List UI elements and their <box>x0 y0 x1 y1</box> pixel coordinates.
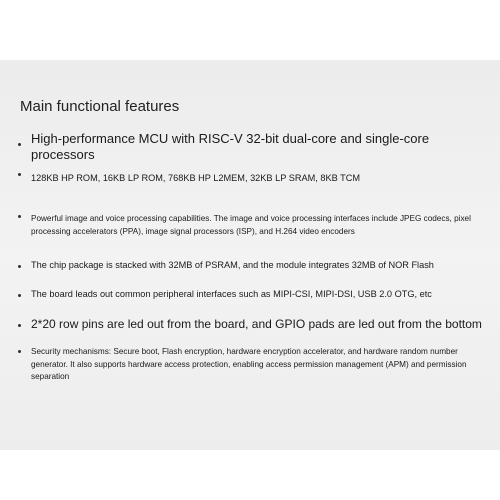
feature-text: Powerful image and voice processing capabilities. The image and voice processing interfaces include JPEG codecs, pixel processing accelerators (PPA), image signal processors (ISP), and H.264 video encoders <box>31 214 471 236</box>
feature-item <box>18 259 483 272</box>
feature-item <box>18 316 483 332</box>
feature-text: High-performance MCU with RISC-V 32-bit dual-core and single-core processors <box>31 131 430 162</box>
section-heading: Main functional features <box>20 98 180 115</box>
feature-text: Security mechanisms: Secure boot, Flash encryption, hardware encryption accelerator, and hardware random number generator. It also supports hardware access protection, enabling access permission management (APM) and permission separation <box>31 347 467 381</box>
feature-text: 2*20 row pins are led out from the board, and GPIO pads are led out from the bottom <box>31 317 482 331</box>
feature-text: The chip package is stacked with 32MB of PSRAM, and the module integrates 32MB of NOR Flash <box>31 260 434 270</box>
bullet-icon <box>18 215 21 218</box>
feature-text: 128KB HP ROM, 16KB LP ROM, 768KB HP L2MEM, 32KB LP SRAM, 8KB TCM <box>31 173 361 183</box>
bullet-icon <box>18 265 21 268</box>
feature-item <box>18 288 483 301</box>
feature-item <box>18 172 483 185</box>
bullet-icon <box>18 324 21 327</box>
content-panel <box>0 60 500 450</box>
bullet-icon <box>18 294 21 297</box>
bullet-icon <box>18 173 21 176</box>
bullet-icon <box>18 350 21 353</box>
feature-item <box>18 346 483 384</box>
feature-text: The board leads out common peripheral interfaces such as MIPI-CSI, MIPI-DSI, USB 2.0 OTG, etc <box>31 289 432 299</box>
feature-item <box>18 131 483 163</box>
feature-item <box>18 213 483 238</box>
bullet-icon <box>18 143 21 146</box>
